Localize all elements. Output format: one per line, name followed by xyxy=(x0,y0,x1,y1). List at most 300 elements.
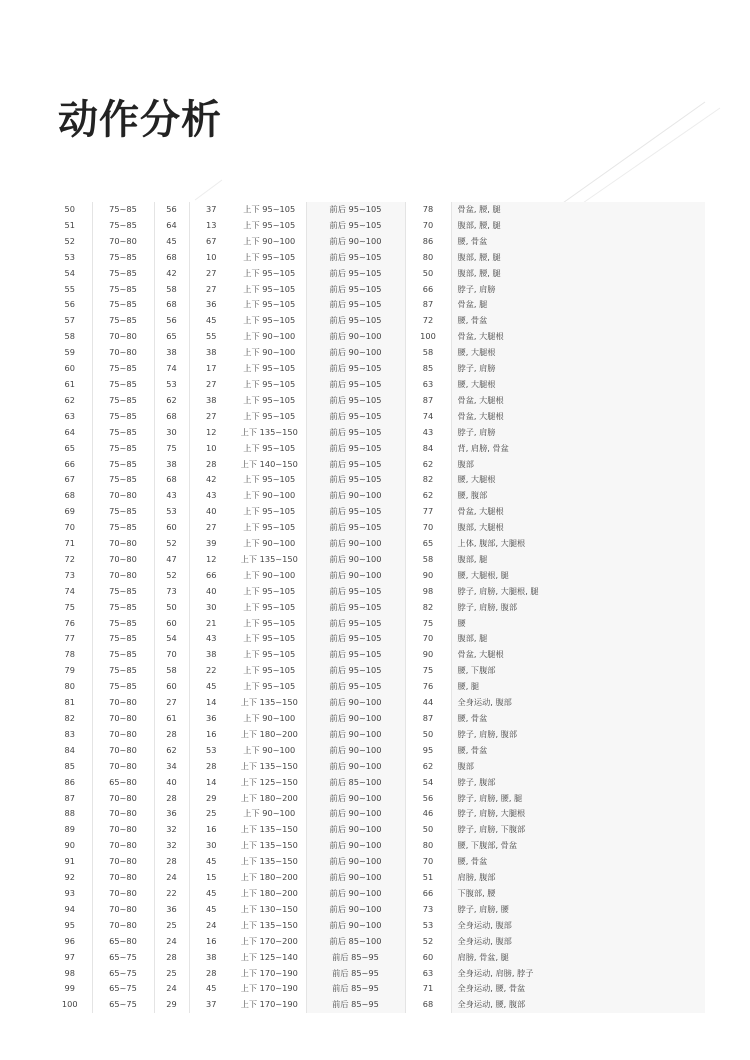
cell-body-parts: 腰 xyxy=(451,616,705,632)
cell-vertical-range: 上下 140~150 xyxy=(240,458,298,469)
cell-score: 95 xyxy=(422,744,434,755)
cell-value-b: 16 xyxy=(189,727,233,743)
cell-value-a: 68 xyxy=(166,299,177,310)
cell-value-a: 56 xyxy=(166,315,177,326)
cell-value-b: 43 xyxy=(189,488,233,504)
cell-front-back-range: 前后 90~100 xyxy=(306,918,405,934)
cell-vertical-range: 上下 95~105 xyxy=(243,410,296,421)
cell-range: 70~80 xyxy=(92,854,154,870)
cell-number: 68 xyxy=(64,490,75,501)
cell-body-parts: 上体, 腹部, 大腿根 xyxy=(451,536,705,552)
cell-body-parts: 骨盆, 大腿根 xyxy=(451,647,705,663)
cell-body-parts: 腰, 大腿根, 腿 xyxy=(451,568,705,584)
cell-front-back-range: 前后 90~100 xyxy=(306,711,405,727)
table-row xyxy=(48,441,705,457)
cell-value-a: 45 xyxy=(166,235,177,246)
cell-front-back-range: 前后 95~105 xyxy=(306,520,405,536)
cell-front-back-range: 前后 90~100 xyxy=(306,822,405,838)
cell-score: 53 xyxy=(422,919,434,930)
cell-range: 75~85 xyxy=(92,297,154,313)
table-row xyxy=(48,870,705,886)
cell-range: 70~80 xyxy=(92,759,154,775)
cell-vertical-range: 上下 95~105 xyxy=(243,394,296,405)
table-row xyxy=(48,409,705,425)
cell-vertical-range: 上下 95~105 xyxy=(243,219,296,230)
cell-range: 70~80 xyxy=(92,695,154,711)
table-row xyxy=(48,234,705,250)
cell-score: 63 xyxy=(422,378,434,389)
cell-body-parts: 腰, 腹部 xyxy=(451,488,705,504)
cell-number: 75 xyxy=(64,601,75,612)
cell-front-back-range: 前后 85~100 xyxy=(306,934,405,950)
cell-body-parts: 腰, 骨盆 xyxy=(451,854,705,870)
cell-score: 62 xyxy=(422,458,434,469)
cell-range: 65~75 xyxy=(92,966,154,982)
cell-value-a: 53 xyxy=(166,506,177,517)
cell-score: 50 xyxy=(422,728,434,739)
cell-value-a: 58 xyxy=(166,283,177,294)
cell-range: 70~80 xyxy=(92,727,154,743)
cell-number: 51 xyxy=(64,219,75,230)
table-row xyxy=(48,313,705,329)
cell-value-a: 32 xyxy=(166,840,177,851)
table-row xyxy=(48,520,705,536)
cell-value-b: 42 xyxy=(189,472,233,488)
cell-range: 75~85 xyxy=(92,218,154,234)
cell-range: 70~80 xyxy=(92,791,154,807)
cell-number: 94 xyxy=(64,903,75,914)
cell-vertical-range: 上下 135~150 xyxy=(240,856,298,867)
cell-body-parts: 腰, 下腹部 xyxy=(451,663,705,679)
cell-body-parts: 骨盆, 腰, 腿 xyxy=(451,202,705,218)
cell-number: 66 xyxy=(64,458,75,469)
table-row xyxy=(48,679,705,695)
cell-value-a: 28 xyxy=(166,728,177,739)
cell-front-back-range: 前后 95~105 xyxy=(306,250,405,266)
cell-number: 100 xyxy=(61,999,78,1010)
cell-vertical-range: 上下 95~105 xyxy=(243,665,296,676)
cell-vertical-range: 上下 95~105 xyxy=(243,267,296,278)
cell-score: 74 xyxy=(422,410,434,421)
cell-front-back-range: 前后 90~100 xyxy=(306,791,405,807)
table-row xyxy=(48,775,705,791)
cell-range: 75~85 xyxy=(92,647,154,663)
cell-score: 77 xyxy=(422,506,434,517)
cell-range: 75~85 xyxy=(92,313,154,329)
cell-value-a: 42 xyxy=(166,267,177,278)
table-row xyxy=(48,663,705,679)
cell-front-back-range: 前后 95~105 xyxy=(306,361,405,377)
cell-value-b: 16 xyxy=(189,934,233,950)
cell-front-back-range: 前后 90~100 xyxy=(306,552,405,568)
cell-vertical-range: 上下 90~100 xyxy=(243,808,296,819)
table-row xyxy=(48,218,705,234)
cell-range: 70~80 xyxy=(92,536,154,552)
cell-value-b: 55 xyxy=(189,329,233,345)
cell-score: 98 xyxy=(422,585,434,596)
cell-score: 63 xyxy=(422,967,434,978)
cell-score: 87 xyxy=(422,394,434,405)
cell-value-a: 43 xyxy=(166,490,177,501)
cell-vertical-range: 上下 180~200 xyxy=(240,728,298,739)
cell-number: 61 xyxy=(64,378,75,389)
table-row xyxy=(48,425,705,441)
cell-range: 75~85 xyxy=(92,679,154,695)
cell-number: 52 xyxy=(64,235,75,246)
cell-vertical-range: 上下 135~150 xyxy=(240,553,298,564)
cell-body-parts: 脖子, 肩膀, 腰 xyxy=(451,902,705,918)
cell-range: 75~85 xyxy=(92,631,154,647)
cell-number: 67 xyxy=(64,474,75,485)
cell-number: 59 xyxy=(64,347,75,358)
cell-body-parts: 腰, 大腿根 xyxy=(451,377,705,393)
cell-front-back-range: 前后 95~105 xyxy=(306,313,405,329)
table-row xyxy=(48,377,705,393)
table-body xyxy=(48,202,705,1013)
cell-number: 97 xyxy=(64,951,75,962)
cell-range: 70~80 xyxy=(92,902,154,918)
cell-value-a: 61 xyxy=(166,713,177,723)
cell-front-back-range: 前后 95~105 xyxy=(306,600,405,616)
cell-value-b: 37 xyxy=(189,997,233,1013)
table-row xyxy=(48,886,705,902)
cell-score: 70 xyxy=(422,633,434,644)
cell-range: 75~85 xyxy=(92,266,154,282)
cell-range: 70~80 xyxy=(92,488,154,504)
cell-front-back-range: 前后 85~95 xyxy=(306,981,405,997)
table-row xyxy=(48,791,705,807)
cell-value-a: 75 xyxy=(166,442,177,453)
cell-vertical-range: 上下 90~100 xyxy=(243,744,296,755)
table-row xyxy=(48,966,705,982)
cell-number: 57 xyxy=(64,315,75,326)
cell-vertical-range: 上下 95~105 xyxy=(243,378,296,389)
cell-score: 50 xyxy=(422,824,434,835)
cell-vertical-range: 上下 170~200 xyxy=(240,935,298,946)
cell-number: 70 xyxy=(64,522,75,533)
cell-front-back-range: 前后 95~105 xyxy=(306,377,405,393)
cell-score: 71 xyxy=(422,983,434,994)
cell-front-back-range: 前后 95~105 xyxy=(306,202,405,218)
cell-body-parts: 脖子, 肩膀, 腰, 腿 xyxy=(451,791,705,807)
cell-body-parts: 全身运动, 腹部 xyxy=(451,695,705,711)
cell-number: 53 xyxy=(64,251,75,262)
cell-front-back-range: 前后 95~105 xyxy=(306,584,405,600)
cell-value-b: 30 xyxy=(189,838,233,854)
cell-vertical-range: 上下 170~190 xyxy=(240,967,298,978)
cell-front-back-range: 前后 90~100 xyxy=(306,902,405,918)
cell-body-parts: 腹部, 大腿根 xyxy=(451,520,705,536)
cell-score: 87 xyxy=(422,299,434,310)
cell-vertical-range: 上下 95~105 xyxy=(243,522,296,533)
cell-front-back-range: 前后 95~105 xyxy=(306,647,405,663)
cell-front-back-range: 前后 90~100 xyxy=(306,886,405,902)
cell-value-a: 74 xyxy=(166,363,177,374)
cell-number: 77 xyxy=(64,633,75,644)
cell-value-b: 24 xyxy=(189,918,233,934)
cell-front-back-range: 前后 90~100 xyxy=(306,345,405,361)
cell-body-parts: 腰, 骨盆 xyxy=(451,743,705,759)
table-row xyxy=(48,854,705,870)
table-row xyxy=(48,631,705,647)
page-title: 动作分析 xyxy=(58,97,222,143)
cell-value-a: 27 xyxy=(166,697,177,708)
cell-vertical-range: 上下 90~100 xyxy=(243,490,296,501)
cell-value-b: 39 xyxy=(189,536,233,552)
cell-front-back-range: 前后 90~100 xyxy=(306,568,405,584)
cell-front-back-range: 前后 90~100 xyxy=(306,329,405,345)
cell-score: 86 xyxy=(422,235,434,246)
cell-value-a: 56 xyxy=(166,204,177,214)
table-row xyxy=(48,472,705,488)
cell-value-a: 30 xyxy=(166,426,177,437)
cell-number: 93 xyxy=(64,887,75,898)
cell-body-parts: 骨盆, 大腿根 xyxy=(451,409,705,425)
cell-value-b: 28 xyxy=(189,759,233,775)
cell-body-parts: 全身运动, 肩膀, 脖子 xyxy=(451,966,705,982)
cell-vertical-range: 上下 95~105 xyxy=(243,474,296,485)
table-row xyxy=(48,711,705,727)
cell-number: 76 xyxy=(64,617,75,628)
cell-front-back-range: 前后 95~105 xyxy=(306,679,405,695)
cell-value-b: 45 xyxy=(189,981,233,997)
cell-score: 43 xyxy=(422,426,434,437)
cell-value-a: 24 xyxy=(166,872,177,883)
cell-score: 46 xyxy=(422,808,434,819)
cell-value-a: 60 xyxy=(166,681,177,692)
cell-value-a: 53 xyxy=(166,378,177,389)
cell-vertical-range: 上下 180~200 xyxy=(240,792,298,803)
cell-value-a: 38 xyxy=(166,458,177,469)
cell-value-a: 36 xyxy=(166,903,177,914)
cell-vertical-range: 上下 95~105 xyxy=(243,204,296,214)
cell-value-b: 10 xyxy=(189,250,233,266)
cell-value-a: 70 xyxy=(166,649,177,660)
cell-body-parts: 全身运动, 腰, 腹部 xyxy=(451,997,705,1013)
table-row xyxy=(48,266,705,282)
cell-range: 65~75 xyxy=(92,997,154,1013)
cell-number: 82 xyxy=(64,713,75,723)
cell-body-parts: 全身运动, 腰, 骨盆 xyxy=(451,981,705,997)
table-row xyxy=(48,282,705,298)
cell-score: 51 xyxy=(422,872,434,883)
cell-number: 87 xyxy=(64,792,75,803)
cell-number: 83 xyxy=(64,728,75,739)
cell-range: 75~85 xyxy=(92,202,154,218)
cell-value-b: 13 xyxy=(189,218,233,234)
cell-front-back-range: 前后 90~100 xyxy=(306,854,405,870)
cell-front-back-range: 前后 90~100 xyxy=(306,727,405,743)
cell-value-a: 62 xyxy=(166,394,177,405)
cell-number: 91 xyxy=(64,856,75,867)
cell-score: 84 xyxy=(422,442,434,453)
cell-front-back-range: 前后 85~95 xyxy=(306,997,405,1013)
cell-number: 55 xyxy=(64,283,75,294)
cell-number: 78 xyxy=(64,649,75,660)
cell-score: 66 xyxy=(422,887,434,898)
table-row xyxy=(48,981,705,997)
table-row xyxy=(48,345,705,361)
cell-vertical-range: 上下 95~105 xyxy=(243,315,296,326)
cell-number: 81 xyxy=(64,697,75,708)
cell-vertical-range: 上下 180~200 xyxy=(240,887,298,898)
cell-range: 70~80 xyxy=(92,711,154,727)
cell-front-back-range: 前后 95~105 xyxy=(306,266,405,282)
cell-value-b: 22 xyxy=(189,663,233,679)
cell-vertical-range: 上下 95~105 xyxy=(243,617,296,628)
cell-value-b: 38 xyxy=(189,950,233,966)
cell-range: 75~85 xyxy=(92,425,154,441)
cell-front-back-range: 前后 90~100 xyxy=(306,488,405,504)
cell-range: 75~85 xyxy=(92,361,154,377)
cell-score: 65 xyxy=(422,538,434,549)
table-row xyxy=(48,806,705,822)
cell-number: 88 xyxy=(64,808,75,819)
cell-body-parts: 肩膀, 骨盆, 腿 xyxy=(451,950,705,966)
cell-value-a: 60 xyxy=(166,617,177,628)
cell-body-parts: 脖子, 肩膀, 腹部 xyxy=(451,600,705,616)
cell-value-a: 28 xyxy=(166,792,177,803)
cell-range: 70~80 xyxy=(92,743,154,759)
cell-score: 70 xyxy=(422,522,434,533)
cell-number: 64 xyxy=(64,426,75,437)
cell-range: 75~85 xyxy=(92,600,154,616)
cell-body-parts: 脖子, 肩膀 xyxy=(451,282,705,298)
cell-range: 75~85 xyxy=(92,504,154,520)
cell-front-back-range: 前后 90~100 xyxy=(306,695,405,711)
cell-value-b: 36 xyxy=(189,711,233,727)
cell-body-parts: 腹部 xyxy=(451,457,705,473)
cell-number: 96 xyxy=(64,935,75,946)
cell-number: 98 xyxy=(64,967,75,978)
cell-value-a: 34 xyxy=(166,760,177,771)
cell-body-parts: 腹部, 腰, 腿 xyxy=(451,266,705,282)
cell-front-back-range: 前后 85~100 xyxy=(306,775,405,791)
cell-range: 75~85 xyxy=(92,377,154,393)
cell-range: 70~80 xyxy=(92,552,154,568)
cell-front-back-range: 前后 90~100 xyxy=(306,870,405,886)
table-row xyxy=(48,329,705,345)
cell-value-a: 29 xyxy=(166,999,177,1010)
cell-score: 75 xyxy=(422,617,434,628)
cell-body-parts: 腹部, 腰, 腿 xyxy=(451,218,705,234)
cell-body-parts: 骨盆, 腿 xyxy=(451,297,705,313)
cell-range: 75~85 xyxy=(92,457,154,473)
cell-range: 70~80 xyxy=(92,886,154,902)
cell-range: 70~80 xyxy=(92,345,154,361)
cell-vertical-range: 上下 90~100 xyxy=(243,569,296,580)
cell-value-b: 45 xyxy=(189,854,233,870)
cell-front-back-range: 前后 95~105 xyxy=(306,631,405,647)
table-row xyxy=(48,822,705,838)
table-row xyxy=(48,616,705,632)
cell-value-b: 45 xyxy=(189,902,233,918)
cell-range: 70~80 xyxy=(92,822,154,838)
cell-value-b: 15 xyxy=(189,870,233,886)
cell-body-parts: 腰, 骨盆 xyxy=(451,711,705,727)
table-row xyxy=(48,202,705,218)
cell-score: 70 xyxy=(422,219,434,230)
cell-number: 69 xyxy=(64,506,75,517)
table-row xyxy=(48,504,705,520)
cell-body-parts: 全身运动, 腹部 xyxy=(451,934,705,950)
table-row xyxy=(48,297,705,313)
cell-front-back-range: 前后 90~100 xyxy=(306,759,405,775)
cell-score: 54 xyxy=(422,776,434,787)
cell-body-parts: 腰, 骨盆 xyxy=(451,234,705,250)
cell-value-a: 58 xyxy=(166,665,177,676)
cell-value-a: 64 xyxy=(166,219,177,230)
cell-front-back-range: 前后 95~105 xyxy=(306,663,405,679)
cell-value-a: 22 xyxy=(166,887,177,898)
cell-number: 86 xyxy=(64,776,75,787)
cell-front-back-range: 前后 90~100 xyxy=(306,234,405,250)
cell-range: 75~85 xyxy=(92,520,154,536)
cell-front-back-range: 前后 95~105 xyxy=(306,393,405,409)
cell-number: 92 xyxy=(64,872,75,883)
cell-number: 56 xyxy=(64,299,75,310)
cell-number: 62 xyxy=(64,394,75,405)
cell-value-b: 29 xyxy=(189,791,233,807)
cell-number: 80 xyxy=(64,681,75,692)
cell-value-a: 36 xyxy=(166,808,177,819)
cell-body-parts: 脖子, 肩膀 xyxy=(451,425,705,441)
cell-value-a: 68 xyxy=(166,251,177,262)
cell-front-back-range: 前后 95~105 xyxy=(306,441,405,457)
cell-vertical-range: 上下 95~105 xyxy=(243,442,296,453)
cell-vertical-range: 上下 180~200 xyxy=(240,872,298,883)
table-row xyxy=(48,950,705,966)
cell-value-a: 68 xyxy=(166,410,177,421)
cell-vertical-range: 上下 125~150 xyxy=(240,776,298,787)
cell-front-back-range: 前后 95~105 xyxy=(306,616,405,632)
cell-score: 72 xyxy=(422,315,434,326)
cell-body-parts: 骨盆, 大腿根 xyxy=(451,393,705,409)
cell-number: 71 xyxy=(64,538,75,549)
table-row xyxy=(48,457,705,473)
cell-range: 75~85 xyxy=(92,584,154,600)
cell-body-parts: 腰, 大腿根 xyxy=(451,345,705,361)
cell-body-parts: 脖子, 肩膀, 大腿根, 腿 xyxy=(451,584,705,600)
cell-value-b: 66 xyxy=(189,568,233,584)
cell-body-parts: 背, 肩膀, 骨盆 xyxy=(451,441,705,457)
cell-value-a: 40 xyxy=(166,776,177,787)
cell-value-b: 30 xyxy=(189,600,233,616)
cell-range: 70~80 xyxy=(92,234,154,250)
cell-range: 70~80 xyxy=(92,838,154,854)
cell-body-parts: 肩膀, 腹部 xyxy=(451,870,705,886)
cell-value-b: 27 xyxy=(189,377,233,393)
cell-range: 65~75 xyxy=(92,950,154,966)
cell-score: 62 xyxy=(422,490,434,501)
cell-value-a: 68 xyxy=(166,474,177,485)
cell-value-b: 28 xyxy=(189,966,233,982)
cell-value-b: 67 xyxy=(189,234,233,250)
cell-score: 73 xyxy=(422,903,434,914)
cell-vertical-range: 上下 95~105 xyxy=(243,506,296,517)
cell-vertical-range: 上下 95~105 xyxy=(243,299,296,310)
cell-value-b: 14 xyxy=(189,695,233,711)
cell-value-a: 52 xyxy=(166,538,177,549)
cell-value-a: 73 xyxy=(166,585,177,596)
cell-score: 56 xyxy=(422,792,434,803)
cell-front-back-range: 前后 95~105 xyxy=(306,409,405,425)
cell-value-b: 14 xyxy=(189,775,233,791)
cell-value-a: 28 xyxy=(166,951,177,962)
cell-range: 65~80 xyxy=(92,934,154,950)
cell-number: 90 xyxy=(64,840,75,851)
cell-front-back-range: 前后 95~105 xyxy=(306,472,405,488)
